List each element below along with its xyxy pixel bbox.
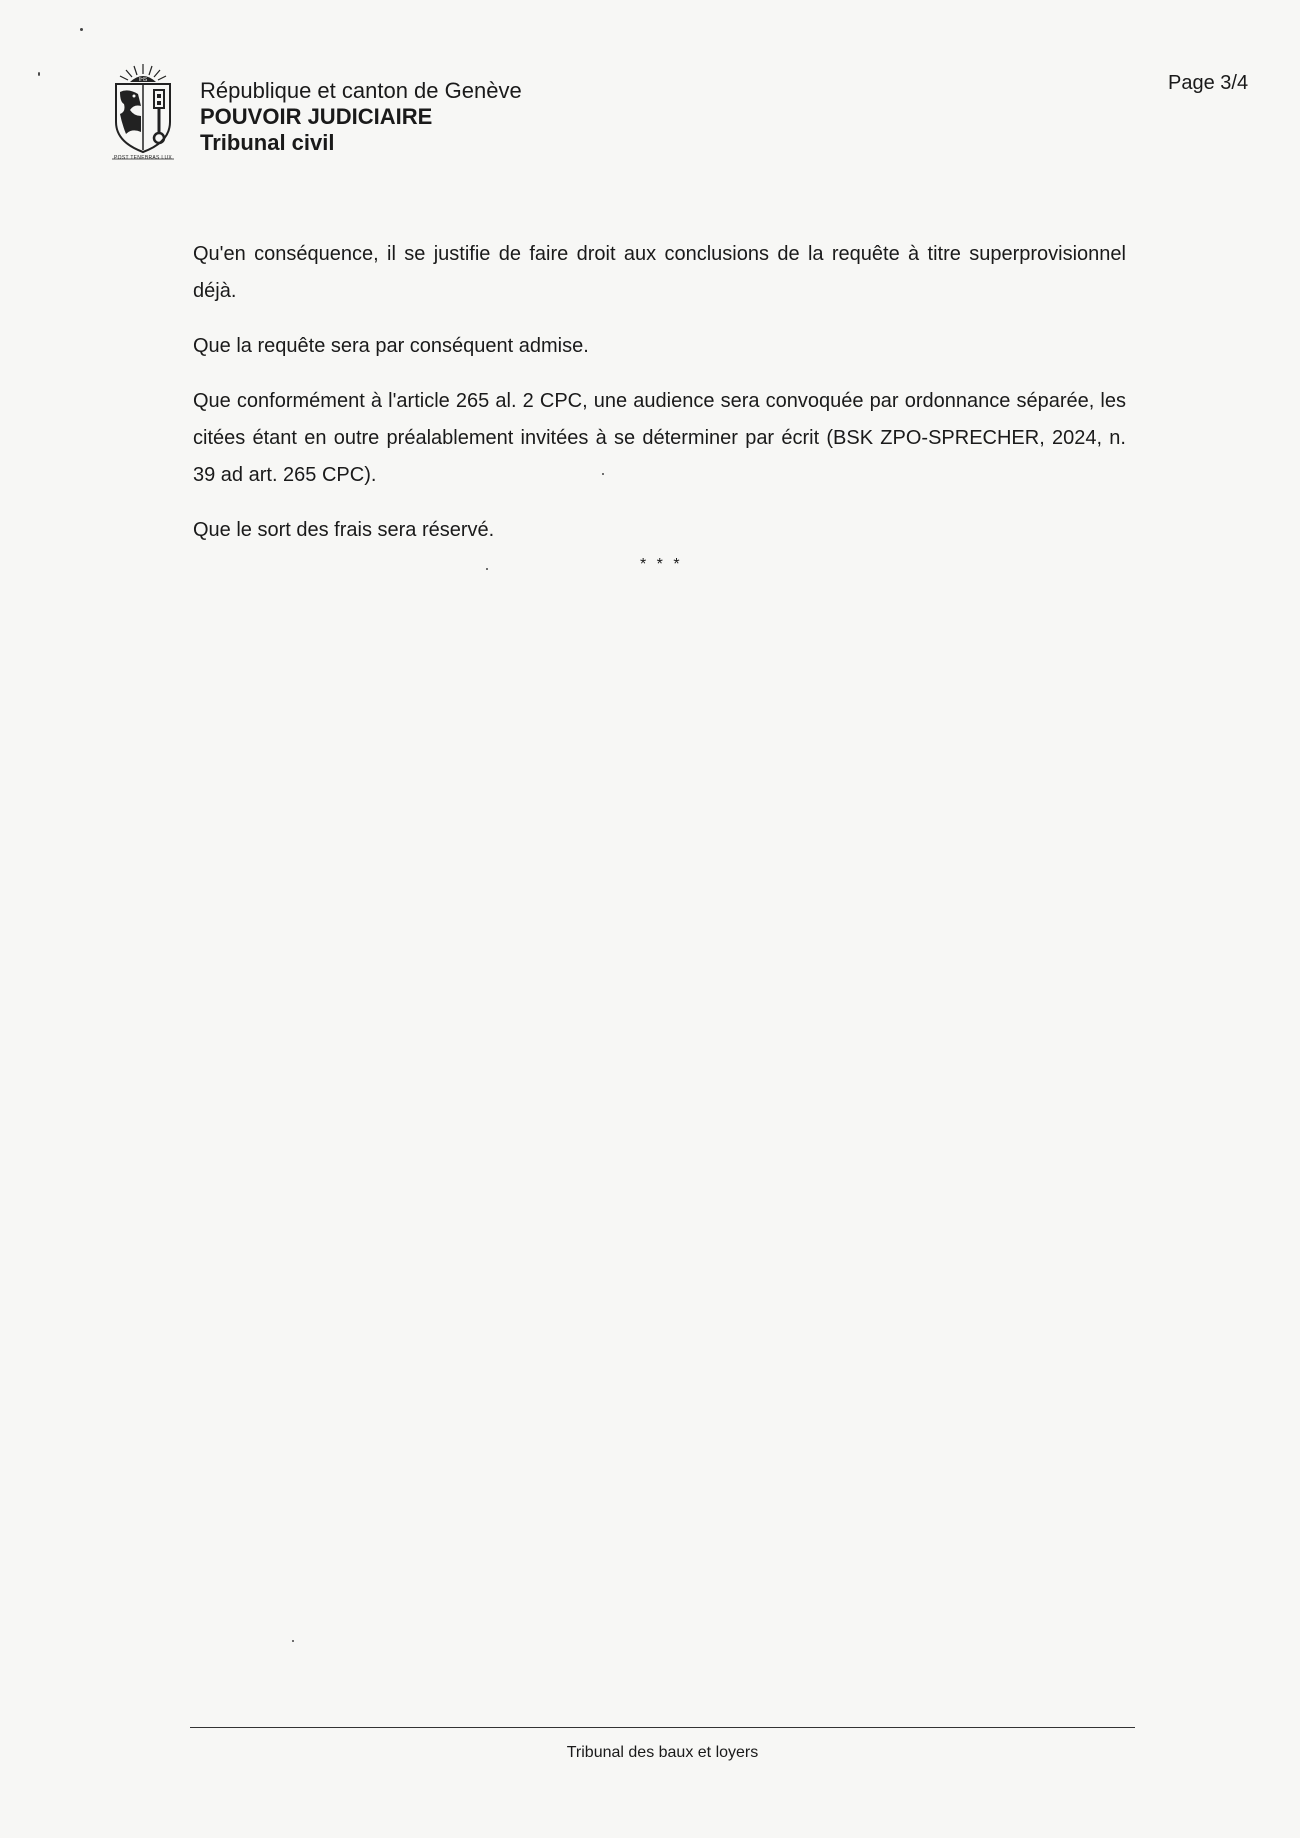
scan-speck — [602, 473, 604, 475]
section-separator: * * * — [640, 556, 683, 573]
paragraph-admission: Que la requête sera par conséquent admise. — [193, 335, 589, 357]
emblem-motto: POST TENEBRAS LUX — [114, 155, 172, 161]
paragraph-costs: Que le sort des frais sera réservé. — [193, 519, 495, 541]
letterhead — [200, 78, 522, 156]
svg-text:IHS: IHS — [138, 77, 148, 83]
scan-speck — [38, 72, 40, 76]
republic-name: République et canton de Genève — [200, 78, 522, 103]
paragraph-hearing: Que conformément à l'article 265 al. 2 CPC, une audience sera convoquée par ordonnance séparée, les citées étant en outre préalablement invitées à se déterminer par écrit (BSK ZPO-SPRECHER, 2024, n. 39 ad art. 265 CPC). — [193, 390, 1126, 486]
footer-court-name: Tribunal des baux et loyers — [566, 1744, 759, 1761]
footer-rule — [190, 1727, 1135, 1728]
paragraph-consequence: Qu'en conséquence, il se justifie de faire droit aux conclusions de la requête à titre superprovisionnel déjà. — [193, 243, 1126, 302]
document-body — [193, 236, 1126, 567]
authority-name: POUVOIR JUDICIAIRE — [200, 104, 433, 129]
scan-speck — [80, 28, 83, 31]
scan-speck — [292, 1640, 294, 1642]
page-number: Page 3/4 — [1168, 72, 1249, 94]
court-name: Tribunal civil — [200, 130, 335, 155]
scan-speck — [486, 568, 488, 570]
geneva-coat-of-arms-icon — [108, 62, 178, 166]
